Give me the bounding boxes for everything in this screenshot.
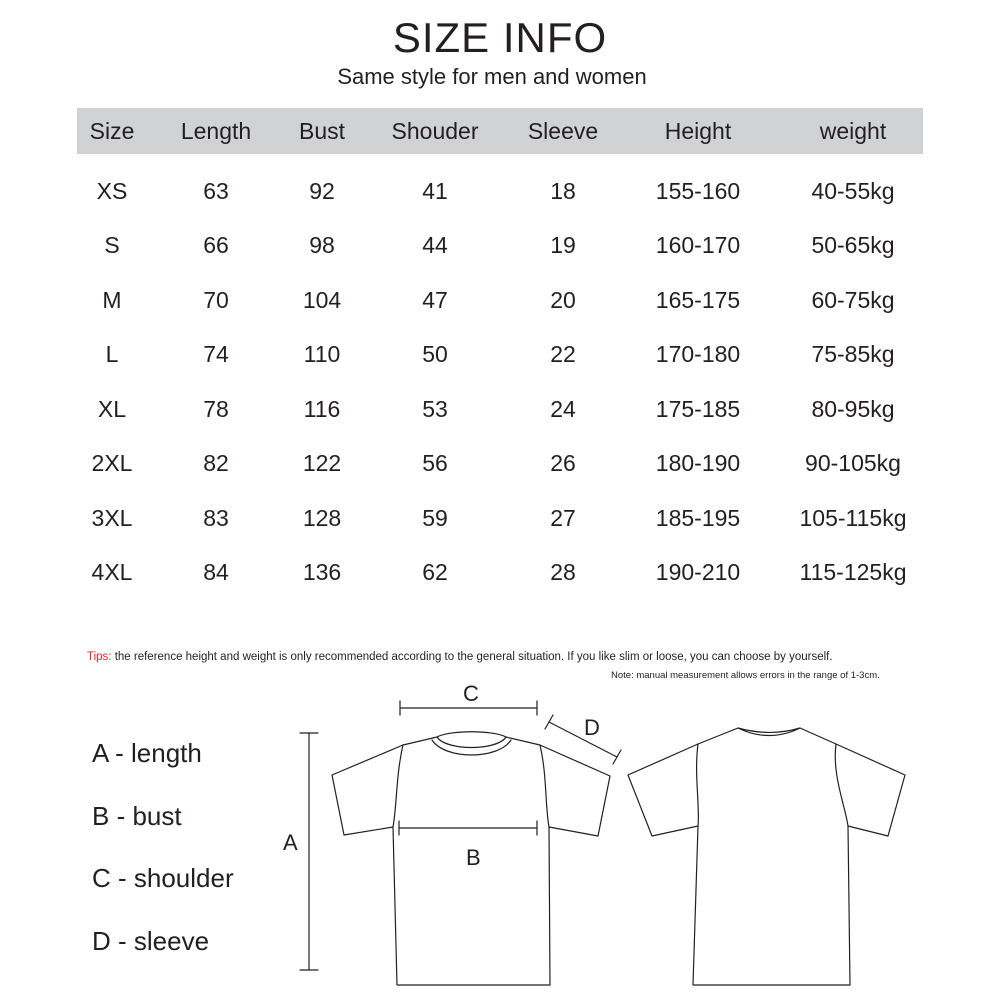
header-height: Height — [664, 117, 732, 144]
legend-shoulder: C - shoulder — [92, 863, 234, 893]
cell-bust: 122 — [302, 450, 342, 477]
cell-bust: 136 — [302, 559, 342, 586]
cell-shoulder: 56 — [422, 450, 448, 477]
cell-length: 66 — [203, 232, 229, 259]
cell-shoulder: 53 — [422, 395, 448, 422]
cell-bust: 104 — [302, 286, 342, 313]
header-bust: Bust — [298, 117, 346, 144]
header-size: Size — [89, 117, 135, 144]
cell-size: XS — [96, 177, 128, 204]
cell-size: S — [104, 232, 120, 259]
cell-sleeve: 24 — [550, 395, 576, 422]
cell-bust: 116 — [303, 395, 341, 422]
back-tshirt-outline — [628, 728, 905, 985]
cell-height: 165-175 — [655, 286, 741, 313]
cell-length: 70 — [203, 286, 229, 313]
cell-height: 175-185 — [655, 395, 741, 422]
header-shoulder: Shouder — [391, 117, 479, 144]
cell-weight: 60-75kg — [811, 286, 895, 313]
cell-sleeve: 22 — [550, 341, 576, 368]
legend-sleeve: D - sleeve — [92, 926, 210, 956]
cell-sleeve: 20 — [550, 286, 576, 313]
cell-height: 170-180 — [655, 341, 741, 368]
cell-length: 83 — [203, 504, 229, 531]
cell-sleeve: 19 — [550, 232, 576, 259]
dimension-b-line — [399, 821, 537, 835]
cell-size: 4XL — [91, 559, 133, 586]
cell-sleeve: 27 — [550, 504, 576, 531]
cell-shoulder: 47 — [422, 286, 448, 313]
page-title: SIZE INFO — [392, 14, 608, 61]
cell-weight: 40-55kg — [811, 177, 895, 204]
cell-weight: 105-115kg — [799, 504, 907, 531]
label-d: D — [584, 715, 600, 740]
tips-label: Tips: — [87, 651, 112, 663]
dimension-d-line — [545, 715, 621, 764]
cell-length: 78 — [203, 395, 229, 422]
cell-sleeve: 28 — [550, 559, 576, 586]
cell-size: L — [105, 341, 119, 368]
cell-size: XL — [97, 395, 127, 422]
cell-sleeve: 26 — [550, 450, 576, 477]
cell-bust: 110 — [303, 341, 341, 368]
cell-height: 190-210 — [655, 559, 741, 586]
cell-bust: 128 — [302, 504, 342, 531]
cell-weight: 75-85kg — [811, 341, 895, 368]
header-sleeve: Sleeve — [527, 117, 599, 144]
cell-height: 185-195 — [655, 504, 741, 531]
measurement-note: Note: manual measurement allows errors in the range of 1-3cm. — [611, 670, 880, 681]
cell-shoulder: 62 — [422, 559, 448, 586]
cell-weight: 115-125kg — [799, 559, 907, 586]
page-subtitle: Same style for men and women — [337, 64, 647, 89]
legend-bust: B - bust — [92, 801, 182, 831]
cell-height: 180-190 — [655, 450, 741, 477]
cell-weight: 50-65kg — [811, 232, 895, 259]
label-b: B — [466, 845, 481, 870]
cell-shoulder: 44 — [422, 232, 448, 259]
header-length: Length — [180, 117, 252, 144]
cell-bust: 98 — [309, 232, 335, 259]
cell-height: 155-160 — [655, 177, 741, 204]
cell-bust: 92 — [309, 177, 335, 204]
header-weight: weight — [819, 117, 887, 144]
cell-sleeve: 18 — [550, 177, 576, 204]
cell-size: 3XL — [91, 504, 133, 531]
cell-length: 63 — [203, 177, 229, 204]
cell-length: 84 — [203, 559, 229, 586]
cell-shoulder: 59 — [422, 504, 448, 531]
cell-size: M — [102, 286, 122, 313]
legend-length: A - length — [92, 738, 202, 768]
cell-weight: 80-95kg — [811, 395, 895, 422]
cell-shoulder: 50 — [422, 341, 448, 368]
dimension-a-line — [300, 733, 318, 970]
cell-length: 74 — [203, 341, 229, 368]
cell-height: 160-170 — [655, 232, 741, 259]
tips-body: the reference height and weight is only recommended according to the general situation. If you like slim or loose, you can choose by yourself. — [111, 651, 833, 663]
cell-size: 2XL — [91, 450, 133, 477]
label-a: A — [283, 830, 298, 855]
cell-weight: 90-105kg — [805, 450, 901, 477]
label-c: C — [463, 681, 479, 706]
cell-length: 82 — [203, 450, 229, 477]
cell-shoulder: 41 — [422, 177, 448, 204]
